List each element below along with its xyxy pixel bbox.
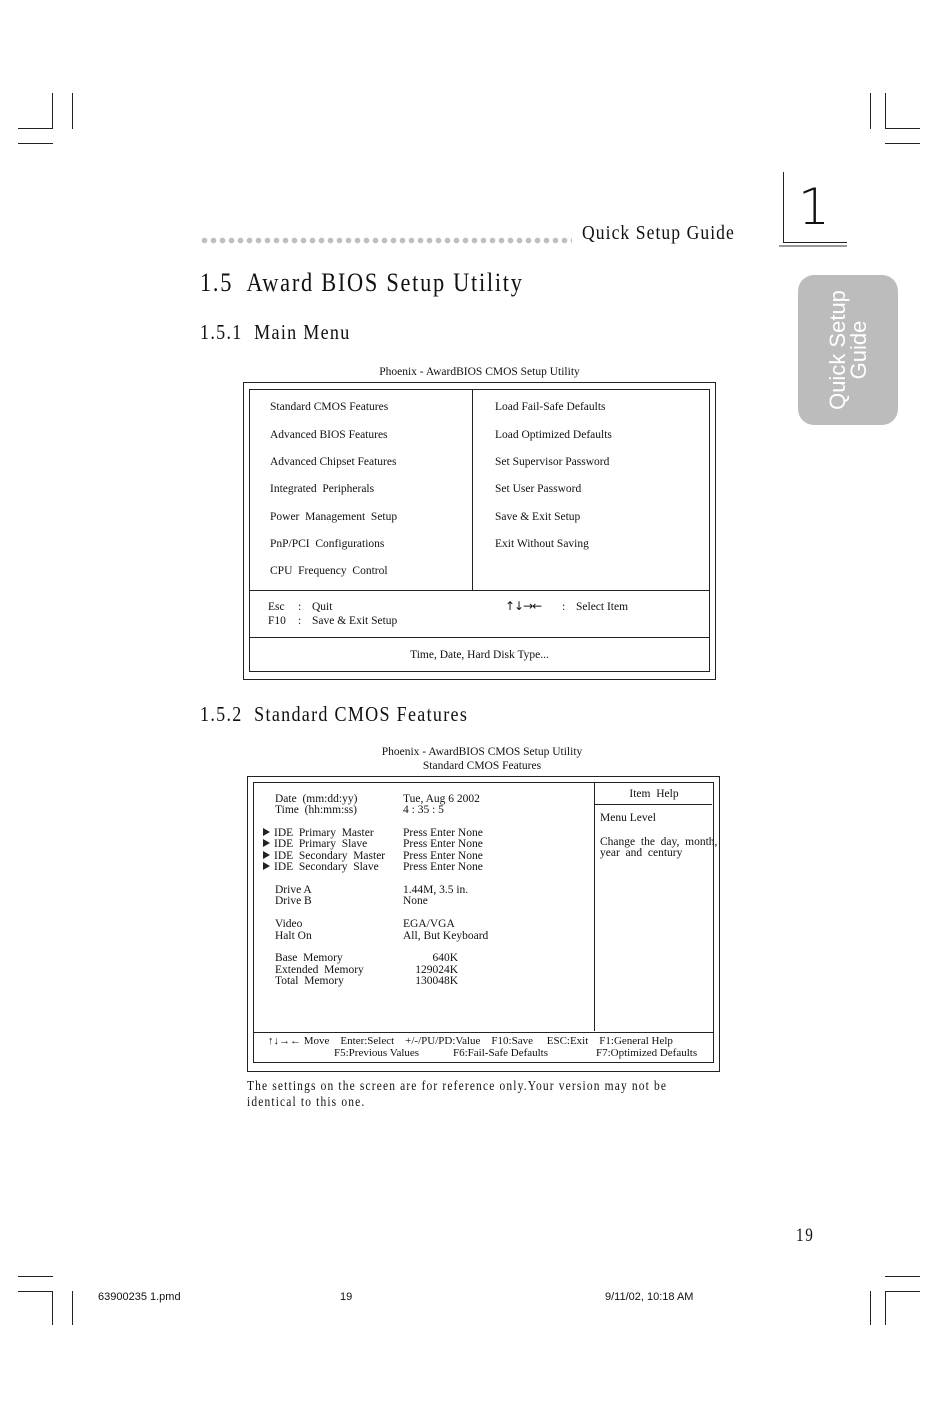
cmos-label-video: Video bbox=[275, 918, 303, 930]
main-menu-screen bbox=[243, 382, 716, 680]
menu-item-integrated-peripherals[interactable]: Integrated Peripherals bbox=[270, 483, 375, 495]
item-help-text-line1: Change the day, month, bbox=[600, 836, 718, 848]
chapter-box-shadow bbox=[779, 245, 847, 247]
main-menu-caption: Phoenix - AwardBIOS CMOS Setup Utility bbox=[379, 366, 580, 378]
menu-item-cpu-frequency[interactable]: CPU Frequency Control bbox=[270, 565, 388, 577]
reference-note-line1: The settings on the screen are for reference only.Your version may not be bbox=[247, 1079, 668, 1094]
cmos-value-drive-b[interactable]: None bbox=[403, 895, 428, 907]
item-help-title: Item Help bbox=[629, 788, 679, 800]
heading-award-bios: 1.5 Award BIOS Setup Utility bbox=[200, 268, 524, 297]
cmos-label-text: IDE Primary Master bbox=[274, 827, 374, 839]
cmos-value-base-memory: 640K bbox=[432, 952, 458, 964]
side-tab bbox=[798, 275, 898, 425]
cmos-caption-line2: Standard CMOS Features bbox=[422, 760, 542, 772]
footer-page: 19 bbox=[340, 1291, 353, 1303]
cmos-label-halt-on: Halt On bbox=[275, 930, 312, 942]
cmos-label-time: Time (hh:mm:ss) bbox=[275, 804, 358, 816]
crop-mark bbox=[18, 143, 53, 144]
submenu-arrow-icon bbox=[263, 851, 270, 859]
chapter-box-line bbox=[783, 172, 784, 243]
side-tab-line1: Quick Setup bbox=[825, 290, 850, 410]
cmos-value-ide-secondary-slave[interactable]: Press Enter None bbox=[403, 861, 483, 873]
key-arrows: ↑↓→← bbox=[505, 599, 542, 613]
crop-mark bbox=[885, 1291, 886, 1325]
side-tab-line2: Guide bbox=[846, 320, 871, 380]
menu-item-set-supervisor-password[interactable]: Set Supervisor Password bbox=[495, 456, 610, 468]
cmos-footer-f7: F7:Optimized Defaults bbox=[596, 1047, 698, 1059]
cmos-footer-keys-line1: ↑↓→← Move Enter:Select +/-/PU/PD:Value F10:Save ESC:Exit F1:General Help bbox=[268, 1035, 673, 1047]
menu-item-set-user-password[interactable]: Set User Password bbox=[495, 483, 582, 495]
crop-mark bbox=[72, 1291, 73, 1325]
crop-mark bbox=[885, 1291, 920, 1292]
cmos-screen bbox=[247, 776, 720, 1072]
cmos-label-text: IDE Primary Slave bbox=[274, 838, 368, 850]
menu-item-standard-cmos[interactable]: Standard CMOS Features bbox=[270, 401, 389, 413]
cmos-label-base-memory: Base Memory bbox=[275, 952, 343, 964]
reference-note bbox=[247, 1079, 727, 1111]
key-f10: F10 bbox=[268, 615, 286, 627]
chapter-box-line bbox=[783, 242, 847, 243]
cmos-caption-line1: Phoenix - AwardBIOS CMOS Setup Utility bbox=[381, 746, 583, 758]
key-arrows-desc: Select Item bbox=[576, 601, 629, 613]
cmos-footer-f6: F6:Fail-Safe Defaults bbox=[453, 1047, 549, 1059]
cmos-value-ide-secondary-master[interactable]: Press Enter None bbox=[403, 850, 483, 862]
key-arrows-sep: : bbox=[562, 601, 566, 613]
cmos-value-date[interactable]: Tue, Aug 6 2002 bbox=[403, 793, 480, 805]
cmos-label-ide-secondary-slave[interactable] bbox=[263, 861, 379, 874]
cmos-value-halt-on[interactable]: All, But Keyboard bbox=[403, 930, 489, 942]
menu-item-pnp-pci[interactable]: PnP/PCI Configurations bbox=[270, 538, 385, 550]
submenu-arrow-icon bbox=[263, 839, 270, 847]
cmos-label-date: Date (mm:dd:yy) bbox=[275, 793, 358, 805]
cmos-label-drive-b: Drive B bbox=[275, 895, 312, 907]
key-f10-desc: Save & Exit Setup bbox=[312, 615, 398, 627]
menu-item-load-fail-safe[interactable]: Load Fail-Safe Defaults bbox=[495, 401, 606, 413]
footer-timestamp: 9/11/02, 10:18 AM bbox=[605, 1291, 694, 1303]
submenu-arrow-icon bbox=[263, 828, 270, 836]
heading-main-menu: 1.5.1 Main Menu bbox=[200, 320, 351, 344]
cmos-value-ide-primary-master[interactable]: Press Enter None bbox=[403, 827, 483, 839]
crop-mark bbox=[870, 93, 871, 129]
key-esc-sep: : bbox=[298, 601, 302, 613]
cmos-value-extended-memory: 129024K bbox=[415, 964, 458, 976]
item-help-menu-level: Menu Level bbox=[600, 812, 656, 824]
menu-item-save-exit[interactable]: Save & Exit Setup bbox=[495, 511, 581, 523]
item-help-text-line2: year and century bbox=[600, 847, 683, 859]
chapter-number: 1 bbox=[798, 178, 830, 236]
crop-mark bbox=[885, 1276, 920, 1277]
cmos-label-total-memory: Total Memory bbox=[275, 975, 344, 987]
cmos-footer-f5: F5:Previous Values bbox=[334, 1047, 420, 1059]
cmos-value-drive-a[interactable]: 1.44M, 3.5 in. bbox=[403, 884, 469, 896]
menu-item-power-management[interactable]: Power Management Setup bbox=[270, 511, 398, 523]
crop-mark bbox=[885, 93, 886, 129]
reference-note-line2: identical to this one. bbox=[247, 1095, 366, 1110]
key-esc: Esc bbox=[268, 601, 285, 613]
footer-filename: 63900235 1.pmd bbox=[98, 1291, 181, 1303]
cmos-help-divider bbox=[594, 783, 595, 1031]
header-dotted-rule bbox=[200, 237, 572, 244]
key-f10-sep: : bbox=[298, 615, 302, 627]
cmos-value-time[interactable]: 4 : 35 : 5 bbox=[403, 804, 444, 816]
crop-mark bbox=[18, 1291, 53, 1292]
menu-item-exit-without-saving[interactable]: Exit Without Saving bbox=[495, 538, 589, 550]
submenu-arrow-icon bbox=[263, 862, 270, 870]
crop-mark bbox=[52, 1291, 53, 1325]
crop-mark bbox=[18, 128, 53, 129]
crop-mark bbox=[870, 1291, 871, 1325]
main-menu-column-divider bbox=[472, 390, 473, 591]
crop-mark bbox=[18, 1276, 53, 1277]
page-number: 19 bbox=[796, 1225, 815, 1246]
crop-mark bbox=[52, 93, 53, 129]
cmos-label-text: IDE Secondary Master bbox=[274, 850, 386, 862]
cmos-label-text: IDE Secondary Slave bbox=[274, 861, 379, 873]
heading-standard-cmos: 1.5.2 Standard CMOS Features bbox=[200, 702, 469, 726]
menu-item-advanced-bios[interactable]: Advanced BIOS Features bbox=[270, 429, 388, 441]
cmos-label-drive-a: Drive A bbox=[275, 884, 312, 896]
cmos-value-total-memory: 130048K bbox=[415, 975, 458, 987]
crop-mark bbox=[885, 128, 920, 129]
section-header-title: Quick Setup Guide bbox=[582, 222, 735, 244]
cmos-value-ide-primary-slave[interactable]: Press Enter None bbox=[403, 838, 483, 850]
cmos-label-extended-memory: Extended Memory bbox=[275, 964, 364, 976]
key-esc-desc: Quit bbox=[312, 601, 333, 613]
menu-item-load-optimized[interactable]: Load Optimized Defaults bbox=[495, 429, 612, 441]
crop-mark bbox=[72, 93, 73, 129]
cmos-value-video[interactable]: EGA/VGA bbox=[403, 918, 455, 930]
crop-mark bbox=[885, 143, 920, 144]
menu-item-advanced-chipset[interactable]: Advanced Chipset Features bbox=[270, 456, 397, 468]
main-menu-status-text: Time, Date, Hard Disk Type... bbox=[410, 649, 549, 661]
